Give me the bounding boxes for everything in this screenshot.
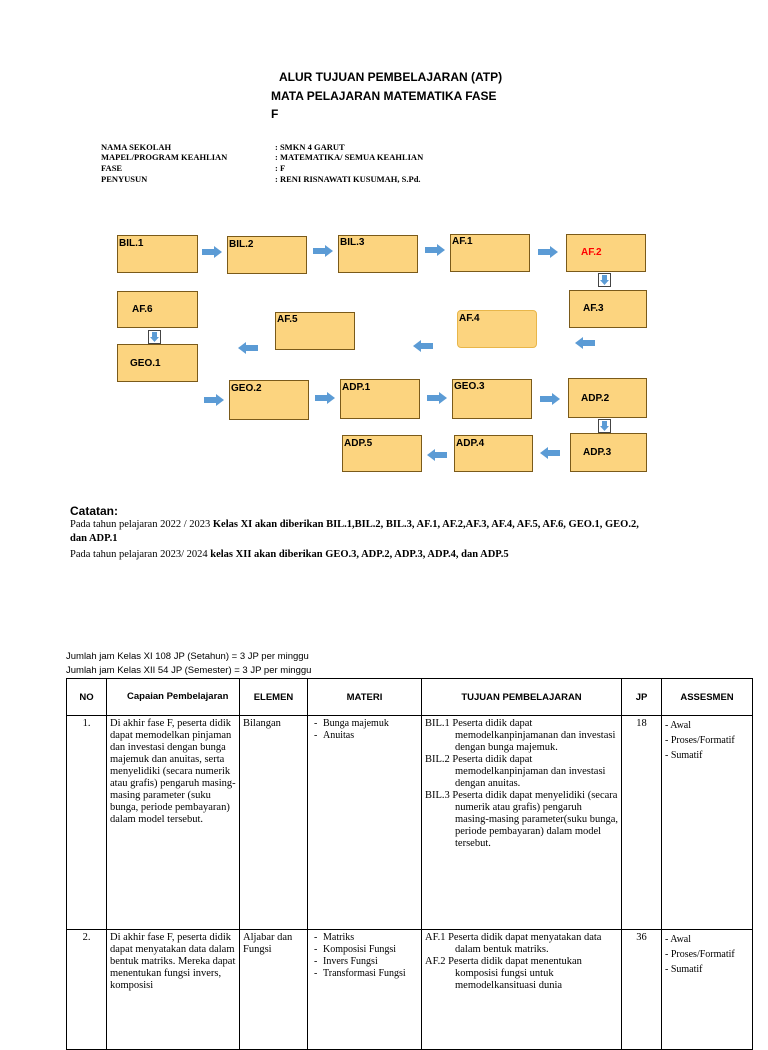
assesmen-item: - Sumatif xyxy=(665,750,703,761)
info-value: : MATEMATIKA/ SEMUA KEAHLIAN xyxy=(275,152,424,162)
tujuan-code: AF.2 xyxy=(425,956,446,967)
cell-capaian: Di akhir fase F, peserta didik dapat menyatakan data dalam bentuk matriks. Mereka dapat menentukan fungsi invers, komposisi xyxy=(107,930,240,1050)
header-tujuan: TUJUAN PEMBELAJARAN xyxy=(422,679,622,716)
flow-label: ADP.5 xyxy=(344,438,373,449)
flow-label: AF.3 xyxy=(583,303,604,314)
notes-line1-cont: dan ADP.1 xyxy=(70,533,118,544)
arrow-left-icon xyxy=(575,337,595,349)
flow-box-bil1 xyxy=(117,235,198,273)
flow-label-highlighted: AF.2 xyxy=(581,247,602,258)
cell-jp: 36 xyxy=(622,930,662,1050)
tujuan-item xyxy=(425,790,618,850)
tujuan-text: Peserta didik dapat memodelkanpinjamanan dan investasi dengan bunga majemuk. xyxy=(452,718,616,753)
doc-title-line2: MATA PELAJARAN MATEMATIKA FASE xyxy=(271,89,497,103)
flow-box-bil3 xyxy=(338,235,418,273)
notes-line2-prefix: Pada tahun pelajaran 2023/ 2024 xyxy=(70,549,211,560)
arrow-left-icon xyxy=(238,342,258,354)
materi-item: - Transformasi Fungsi xyxy=(323,968,418,980)
cell-no: 1. xyxy=(67,716,107,930)
arrow-right-icon xyxy=(538,246,558,258)
flow-label: ADP.2 xyxy=(581,393,610,404)
atp-table xyxy=(66,678,753,1050)
header-capaian: Capaian Pembelajaran xyxy=(107,679,240,716)
cell-no: 2. xyxy=(67,930,107,1050)
cell-assesmen xyxy=(662,930,753,1050)
flow-label: AF.6 xyxy=(132,304,153,315)
flow-box-geo1 xyxy=(117,344,198,382)
flow-label: BIL.3 xyxy=(340,237,365,248)
tujuan-code: BIL.1 xyxy=(425,718,450,729)
notes-line2-bold: kelas XII akan diberikan GEO.3, ADP.2, ADP.3, ADP.4, dan ADP.5 xyxy=(210,549,509,560)
flow-label: AF.4 xyxy=(459,313,480,324)
tujuan-item xyxy=(425,754,618,790)
flow-box-geo3 xyxy=(452,379,532,419)
flow-box-adp1 xyxy=(340,379,420,419)
info-value: : RENI RISNAWATI KUSUMAH, S.Pd. xyxy=(275,174,421,184)
assesmen-item: - Awal xyxy=(665,934,692,945)
materi-item: - Matriks xyxy=(323,932,418,944)
materi-item: - Bunga majemuk xyxy=(323,718,418,730)
info-label: FASE xyxy=(101,163,123,173)
assesmen-item: - Sumatif xyxy=(665,964,703,975)
cell-assesmen xyxy=(662,716,753,930)
doc-title-line3: F xyxy=(271,107,279,121)
materi-item: - Anuitas xyxy=(323,730,418,742)
info-label: NAMA SEKOLAH xyxy=(101,142,172,152)
header-no: NO xyxy=(67,679,107,716)
flow-box-af5 xyxy=(275,312,355,350)
arrow-down-icon xyxy=(598,273,611,287)
table-row xyxy=(67,716,753,930)
cell-jp: 18 xyxy=(622,716,662,930)
info-label: PENYUSUN xyxy=(101,174,148,184)
arrow-right-icon xyxy=(427,392,447,404)
arrow-down-icon xyxy=(148,330,161,344)
notes-line1-bold: Kelas XI akan diberikan BIL.1,BIL.2, BIL.3, AF.1, AF.2,AF.3, AF.4, AF.5, AF.6, GEO.1, GEO.2, xyxy=(212,519,639,530)
cell-elemen: Bilangan xyxy=(240,716,308,930)
assesmen-item: - Proses/Formatif xyxy=(665,735,735,746)
cell-materi xyxy=(308,716,422,930)
header-elemen: ELEMEN xyxy=(240,679,308,716)
header-materi: MATERI xyxy=(308,679,422,716)
flow-box-adp4 xyxy=(454,435,533,472)
notes-line2 xyxy=(70,549,509,560)
tujuan-text: Peserta didik dapat menyelidiki (secara numerik atau grafis) pengaruh masing-masing parameter(suku bunga, periode pembayaran) dalam model tersebut. xyxy=(452,790,618,849)
flow-label: BIL.1 xyxy=(119,238,144,249)
flow-box-af6 xyxy=(117,291,198,328)
materi-item: - Komposisi Fungsi xyxy=(323,944,418,956)
tujuan-code: AF.1 xyxy=(425,932,446,943)
assesmen-item: - Awal xyxy=(665,720,692,731)
flow-label: AF.1 xyxy=(452,236,473,247)
tujuan-item xyxy=(425,718,618,754)
flow-label: ADP.3 xyxy=(583,447,612,458)
flow-label: GEO.1 xyxy=(130,358,161,369)
flow-box-af1 xyxy=(450,234,530,272)
doc-title-line1: ALUR TUJUAN PEMBELAJARAN (ATP) xyxy=(279,70,503,84)
tujuan-item xyxy=(425,956,618,992)
flow-box-geo2 xyxy=(229,380,309,420)
flow-box-adp5 xyxy=(342,435,422,472)
arrow-right-icon xyxy=(315,392,335,404)
info-value: : SMKN 4 GARUT xyxy=(275,142,345,152)
info-value: : F xyxy=(275,163,286,173)
arrow-left-icon xyxy=(427,449,447,461)
cell-tujuan xyxy=(422,716,622,930)
flow-box-bil2 xyxy=(227,236,307,274)
flow-box-adp3 xyxy=(570,433,647,472)
arrow-right-icon xyxy=(202,246,222,258)
table-header-row xyxy=(67,679,753,716)
tujuan-text: Peserta didik dapat menyatakan data dalam bentuk matriks. xyxy=(448,932,602,955)
table-row xyxy=(67,930,753,1050)
notes-line1-prefix: Pada tahun pelajaran 2022 / 2023 xyxy=(70,519,213,530)
flow-box-af2 xyxy=(566,234,646,272)
flow-label: ADP.4 xyxy=(456,438,485,449)
notes-heading: Catatan: xyxy=(70,504,119,518)
cell-elemen: Aljabar dan Fungsi xyxy=(240,930,308,1050)
header-assesmen: ASSESMEN xyxy=(662,679,753,716)
header-jp: JP xyxy=(622,679,662,716)
flow-label: GEO.2 xyxy=(231,383,262,394)
flow-label: GEO.3 xyxy=(454,381,485,392)
assesmen-item: - Proses/Formatif xyxy=(665,949,735,960)
flow-box-adp2 xyxy=(568,378,647,418)
arrow-right-icon xyxy=(313,245,333,257)
cell-capaian: Di akhir fase F, peserta didik dapat memodelkan pinjaman dan investasi dengan bunga majemuk dan anuitas, serta menyelidiki (secara numerik atau grafis) pengaruh masing-masing parameter (suku bunga, periode pembayaran) dalam model tersebut. xyxy=(107,716,240,930)
materi-item: - Invers Fungsi xyxy=(323,956,418,968)
flow-box-af4 xyxy=(457,310,537,348)
cell-tujuan xyxy=(422,930,622,1050)
notes-line1 xyxy=(70,519,639,530)
tujuan-code: BIL.3 xyxy=(425,790,450,801)
arrow-right-icon xyxy=(540,393,560,405)
jumlah-jam-xi: Jumlah jam Kelas XI 108 JP (Setahun) = 3 JP per minggu xyxy=(66,651,309,662)
arrow-right-icon xyxy=(204,394,224,406)
arrow-down-icon xyxy=(598,419,611,433)
cell-materi xyxy=(308,930,422,1050)
flow-label: BIL.2 xyxy=(229,239,254,250)
tujuan-item xyxy=(425,932,618,956)
flow-label: ADP.1 xyxy=(342,382,371,393)
arrow-left-icon xyxy=(413,340,433,352)
tujuan-text: Peserta didik dapat menentukan komposisi fungsi untuk memodelkansituasi dunia xyxy=(448,956,582,991)
arrow-left-icon xyxy=(540,447,560,459)
tujuan-code: BIL.2 xyxy=(425,754,450,765)
info-label: MAPEL/PROGRAM KEAHLIAN xyxy=(101,152,228,162)
tujuan-text: Peserta didik dapat memodelkanpinjaman dan investasi dengan anuitas. xyxy=(452,754,606,789)
arrow-right-icon xyxy=(425,244,445,256)
flow-label: AF.5 xyxy=(277,314,298,325)
flow-box-af3 xyxy=(569,290,647,328)
jumlah-jam-xii: Jumlah jam Kelas XII 54 JP (Semester) = 3 JP per minggu xyxy=(66,665,312,676)
